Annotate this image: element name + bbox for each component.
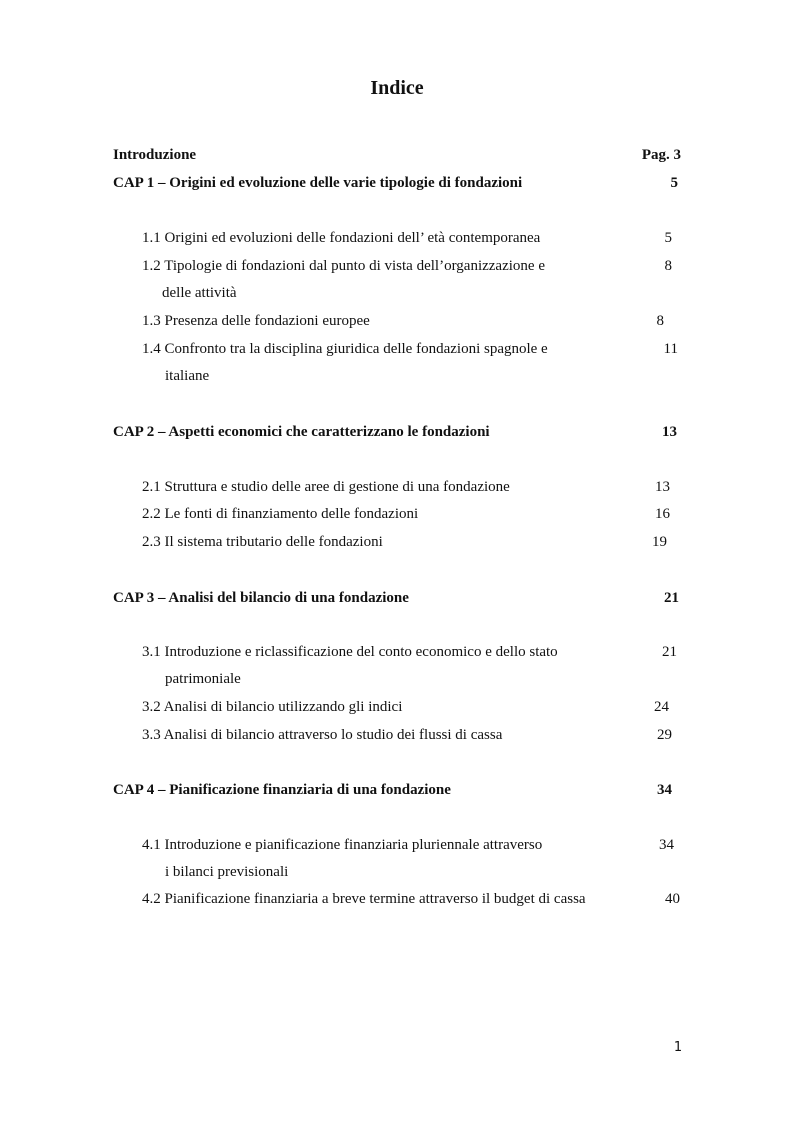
toc-label: 1.2 Tipologie di fondazioni dal punto di vista dell’organizzazione e — [142, 258, 545, 274]
toc-label: CAP 3 – Analisi del bilancio di una fondazione — [113, 590, 409, 606]
toc-page: 29 — [657, 727, 672, 743]
toc-label: 1.3 Presenza delle fondazioni europee — [142, 313, 370, 329]
toc-label: CAP 4 – Pianificazione finanziaria di una fondazione — [113, 782, 451, 798]
toc-page: 13 — [655, 479, 670, 495]
toc-label: 2.2 Le fonti di finanziamento delle fondazioni — [142, 506, 419, 522]
toc-label-continuation: delle attività — [162, 285, 237, 301]
toc-chapter-2 — [0, 421, 794, 443]
toc-page: 5 — [664, 230, 672, 246]
toc-section-2-2 — [0, 503, 794, 525]
toc-section-1-3 — [0, 310, 794, 332]
toc-page: 8 — [664, 258, 672, 274]
toc-label-continuation: italiane — [165, 368, 210, 384]
toc-page: 8 — [656, 313, 664, 329]
toc-label: 3.3 Analisi di bilancio attraverso lo studio dei flussi di cassa — [142, 727, 503, 743]
toc-page: 34 — [657, 782, 672, 798]
toc-label-continuation: patrimoniale — [165, 671, 241, 687]
toc-chapter-4 — [0, 779, 794, 801]
toc-section-4-1 — [0, 834, 794, 856]
toc-label: CAP 2 – Aspetti economici che caratterizzano le fondazioni — [113, 424, 490, 440]
toc-section-1-2 — [0, 255, 794, 277]
toc-section-4-2 — [0, 888, 794, 910]
toc-section-3-1 — [0, 641, 794, 663]
toc-label: Introduzione — [113, 147, 197, 163]
toc-section-2-3 — [0, 531, 794, 553]
toc-label-continuation: i bilanci previsionali — [165, 864, 289, 880]
toc-page: 19 — [652, 534, 667, 550]
toc-page: 11 — [663, 341, 678, 357]
toc-page: 21 — [664, 590, 679, 606]
toc-label: 2.1 Struttura e studio delle aree di gestione di una fondazione — [142, 479, 510, 495]
toc-page: 21 — [662, 644, 677, 660]
toc-label: 1.1 Origini ed evoluzioni delle fondazioni dell’ età contemporanea — [142, 230, 541, 246]
toc-page: 13 — [662, 424, 677, 440]
toc-page: 34 — [659, 837, 674, 853]
toc-label: 4.1 Introduzione e pianificazione finanziaria pluriennale attraverso — [142, 837, 543, 853]
toc-page: Pag. 3 — [641, 147, 681, 163]
toc-page: 5 — [670, 175, 678, 191]
toc-section-3-3 — [0, 724, 794, 746]
page-number: 1 — [673, 1040, 683, 1055]
toc-chapter-1 — [0, 172, 794, 194]
toc-label: 4.2 Pianificazione finanziaria a breve termine attraverso il budget di cassa — [142, 891, 586, 907]
toc-label: 1.4 Confronto tra la disciplina giuridica delle fondazioni spagnole e — [142, 341, 548, 357]
page-title: Indice — [370, 77, 424, 99]
toc-label: 2.3 Il sistema tributario delle fondazioni — [142, 534, 383, 550]
toc-page: 16 — [655, 506, 670, 522]
toc-chapter-3 — [0, 587, 794, 609]
toc-page: 24 — [654, 699, 669, 715]
toc-label: 3.2 Analisi di bilancio utilizzando gli indici — [142, 699, 403, 715]
toc-label: 3.1 Introduzione e riclassificazione del conto economico e dello stato — [142, 644, 558, 660]
toc-page: 40 — [665, 891, 680, 907]
toc-section-1-4 — [0, 338, 794, 360]
toc-section-2-1 — [0, 476, 794, 498]
toc-label: CAP 1 – Origini ed evoluzione delle varie tipologie di fondazioni — [113, 175, 523, 191]
toc-section-3-2 — [0, 696, 794, 718]
toc-section-1-1 — [0, 227, 794, 249]
toc-entry-introduzione — [0, 144, 794, 166]
